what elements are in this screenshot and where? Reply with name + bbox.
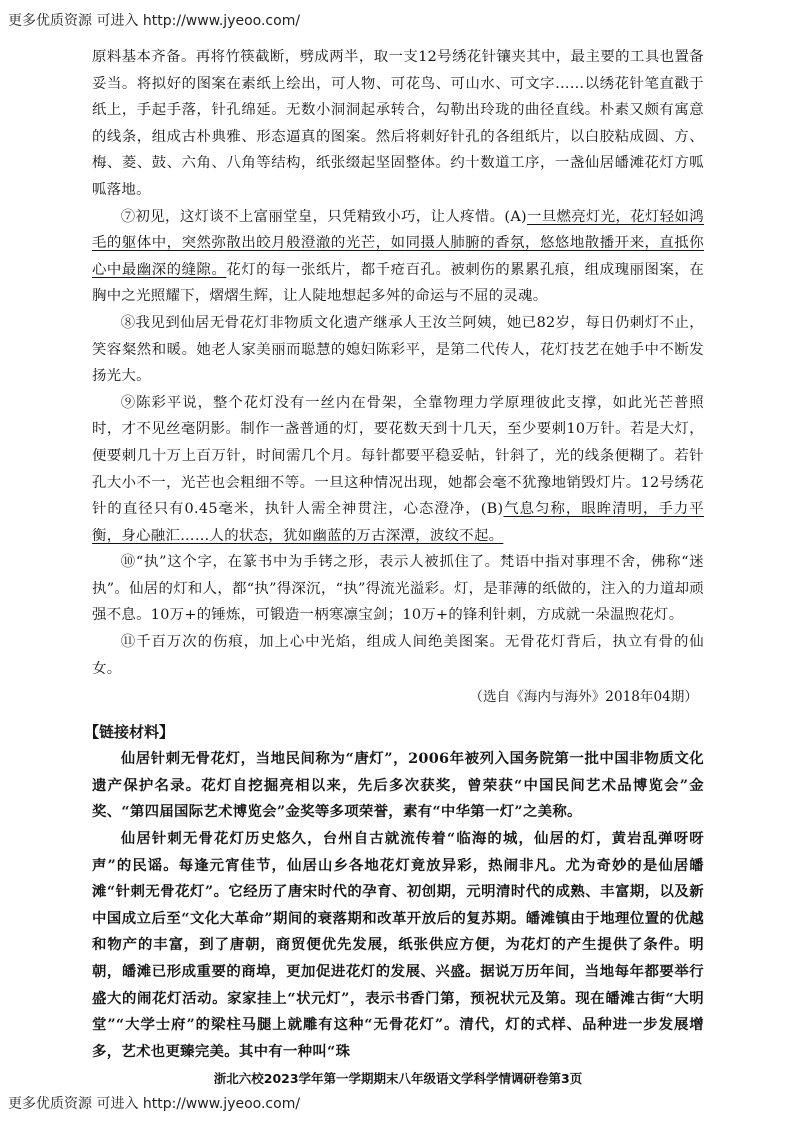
underlined-sentence-a: 一旦燃亮灯光，花灯轻如鸿毛的躯体中，突然弥散出皎月般澄澈的光芒，如同摄人肺腑的香氛，悠悠地散播开来，直抵你心中最幽深的缝隙。 (92, 208, 704, 278)
paragraph-10: ⑩“执”这个字，在篆书中为手铐之形，表示人被抓住了。梵语中指对事理不舍，佛称“迷执”。仙居的灯和人，都“执”得深沉，“执”得流光溢彩。灯，是菲薄的纸做的，注入的力道却顽强不息。10万+的锤炼，可锻造一柄寒凛宝剑；10万+的锋利针刺，方成就一朵温煦花灯。 (92, 554, 704, 624)
paragraph-8: ⑧我见到仙居无骨花灯非物质文化遗产继承人王汝兰阿姨，她已82岁，每日仍刺灯不止，笑容粲然和暖。她老人家美丽而聪慧的媳妇陈彩平，是第二代传人，花灯技艺在她手中不断发扬光大。 (92, 314, 704, 385)
article-source: （选自《海内与海外》2018年04期） (469, 689, 698, 706)
paragraph-9-main: ⑨陈彩平说，整个花灯没有一丝内在骨架，全靠物理力学原理彼此支撑，如此光芒普照时，才不见丝毫阴影。制作一盏普通的灯，要花数天到十几天，至少要刺10万针。若是大灯，便要刺几十万上百万针，时间需几个月。每针都要平稳妥帖，针斜了，光的线条便糊了。若针孔大小不一，光芒也会粗细不等。一旦这种情况出现，她都会毫不犹豫地销毁灯片。12号绣花针的直径只有0.45毫米，执针人需全神贯注，心态澄净，(B) (92, 394, 704, 518)
site-header-text: 更多优质资源 可进入 http://www.jyeoo.com/ (8, 13, 301, 29)
link-material-title: 【链接材料】 (84, 723, 175, 742)
site-footer-text: 更多优质资源 可进入 http://www.jyeoo.com/ (8, 1096, 301, 1112)
page-content (84, 44, 705, 1087)
link-paragraph-2: 仙居针刺无骨花灯历史悠久，台州自古就流传着“临海的城，仙居的灯，黄岩乱弹呀呀声”的民谣。每逢元宵佳节，仙居山乡各地花灯竟放异彩，热闹非凡。尤为奇妙的是仙居皤滩“针刺无骨花灯”。它经历了唐宋时代的孕育、初创期，元明清时代的成熟、丰富期，以及新中国成立后至“文化大革命”期间的衰落期和改革开放后的复苏期。皤滩镇由于地理位置的优越和物产的丰富，到了唐朝，商贸便优先发展，纸张供应方便，为花灯的产生提供了条件。明朝，皤滩已形成重要的商埠，更加促进花灯的发展、兴盛。据说万历年间，当地每年都要举行盛大的闹花灯活动。家家挂上“状元灯”，表示书香门第，预祝状元及第。现在皤滩古街“大明堂”“大学士府”的梁柱马腿上就雕有这种“无骨花灯”。清代，灯的式样、品种进一步发展增多，艺术也更臻完美。其中有一种叫“珠 (92, 830, 704, 1060)
link-paragraph-1: 仙居针刺无骨花灯，当地民间称为“唐灯”，2006年被列入国务院第一批中国非物质文化遗产保护名录。花灯自挖掘亮相以来，先后多次获奖，曾荣获“中国民间艺术品博览会”金奖、“第四届国际艺术博览会”金奖等多项荣誉，素有“中华第一灯”之美称。 (92, 750, 704, 821)
paragraph-7-intro: ⑦初见，这灯谈不上富丽堂皇，只凭精致小巧，让人疼惜。(A) (120, 208, 527, 225)
paragraph-6-continuation: 原料基本齐备。再将竹筷截断，劈成两半，取一支12号绣花针镶夹其中，最主要的工具也置备妥当。将拟好的图案在素纸上绘出，可人物、可花鸟、可山水、可文字……以绣花针笔直戳于纸上，手起手落，针孔绵延。无数小洞洞起承转合，勾勒出玲珑的曲径直线。朴素又颇有寓意的线条，组成古朴典雅、形态逼真的图案。然后将刺好针孔的各组纸片，以白胶粘成圆、方、梅、菱、鼓、六角、八角等结构，纸张缀起坚固整体。约十数道工序，一盏仙居皤滩花灯方呱呱落地。 (92, 49, 704, 198)
paragraph-11: ⑪千百万次的伤痕，加上心中光焰，组成人间绝美图案。无骨花灯背后，执立有骨的仙女。 (92, 634, 704, 677)
paragraph-7-rest: 花灯的每一张纸片，都千疮百孔。被刺伤的累累孔痕，组成瑰丽图案，在胸中之光照耀下，熠熠生辉，让人陡地想起多舛的命运与不屈的灵魂。 (92, 261, 705, 305)
paragraph-9 (92, 390, 704, 550)
underlined-sentence-b: 气息匀称，眼眸清明，手力平衡，身心融汇……人的状态，犹如幽蓝的万古深潭，波纹不起。 (92, 501, 704, 544)
page-footer: 浙北六校2023学年第一学期期末八年级语文学科学情调研卷第3页 (213, 1071, 583, 1087)
paragraph-7 (92, 204, 704, 310)
